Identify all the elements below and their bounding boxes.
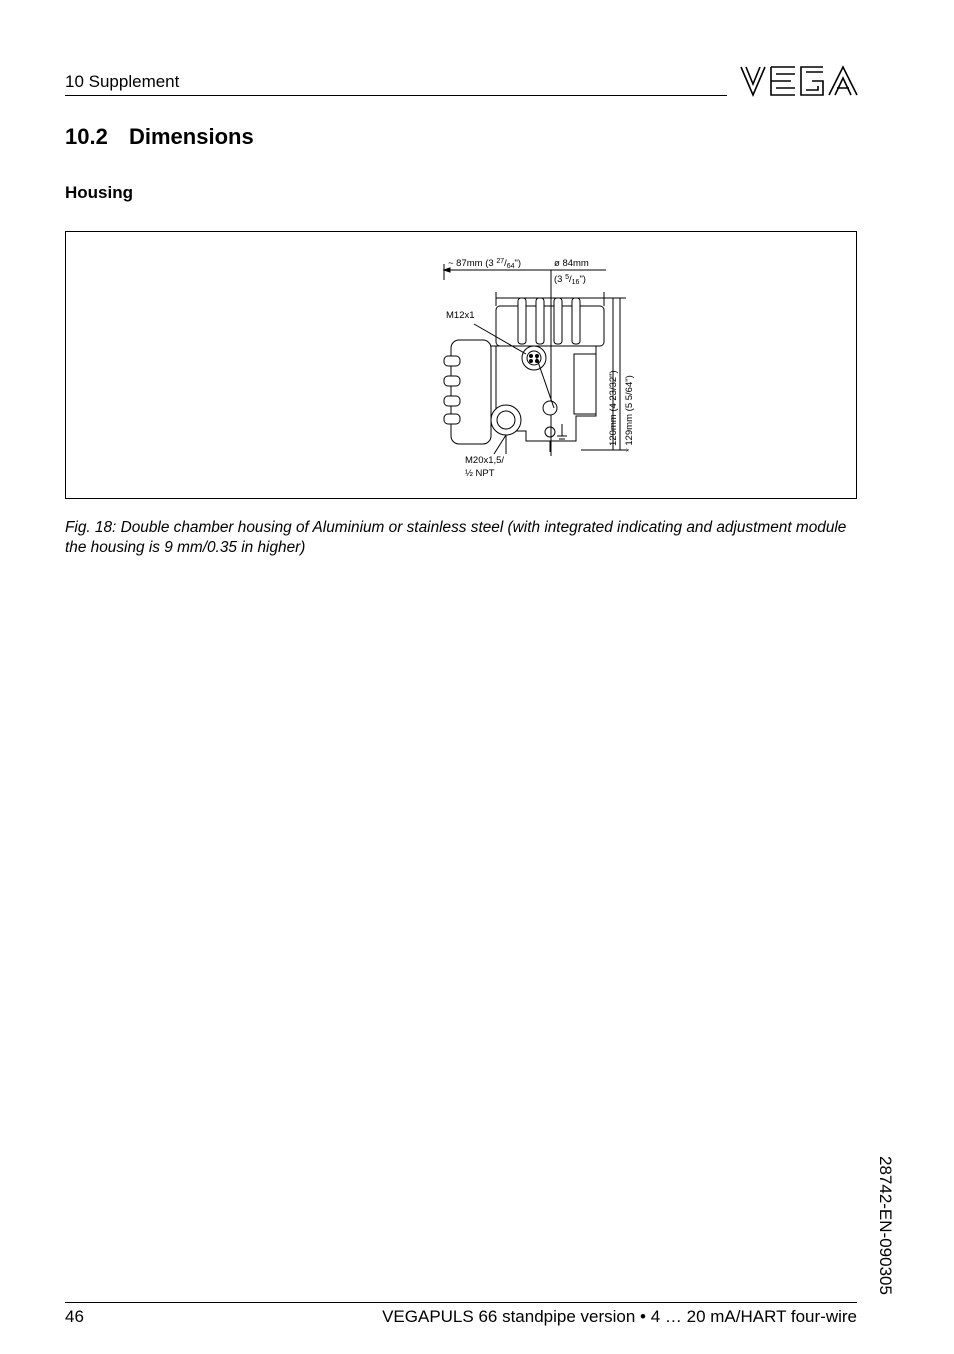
figure-caption: Fig. 18: Double chamber housing of Aluminium or stainless steel (with integrated indicating and adjustment module the housing is 9 mm/0.35 in higher): [65, 519, 847, 556]
subheading: Housing: [65, 183, 133, 202]
document-id: 28742-EN-090305: [876, 1156, 895, 1295]
thread-bottom-label-2: ½ NPT: [465, 468, 495, 479]
height-label-2: * 129mm (5 5/64"): [624, 375, 635, 452]
running-header: 10 Supplement: [65, 72, 180, 91]
footer-rule: [65, 1302, 857, 1303]
figure-frame: [65, 231, 857, 499]
housing-dimension-drawing: [376, 236, 676, 494]
header-rule: [65, 95, 727, 96]
section-number: 10.2: [65, 124, 108, 149]
thread-top-label: M12x1: [446, 310, 475, 321]
section-title: [65, 124, 254, 150]
section-title-text: Dimensions: [129, 124, 254, 149]
logo-text: VEGA: [739, 62, 742, 63]
height-label-1: 120mm (4 23/32"): [608, 370, 619, 446]
diameter-label: ø 84mm: [554, 258, 589, 269]
vega-logo: [739, 62, 859, 100]
width-label: ~ 87mm (3 $^{27}/_{64}$"): [448, 258, 522, 270]
page-number: 46: [65, 1307, 84, 1326]
footer-doc-title: VEGAPULS 66 standpipe version • 4 … 20 mA/HART four-wire: [382, 1307, 857, 1326]
diameter-sub-label: (3 $^5/_{16}$"): [554, 274, 586, 286]
thread-bottom-label-1: M20x1,5/: [465, 455, 505, 466]
